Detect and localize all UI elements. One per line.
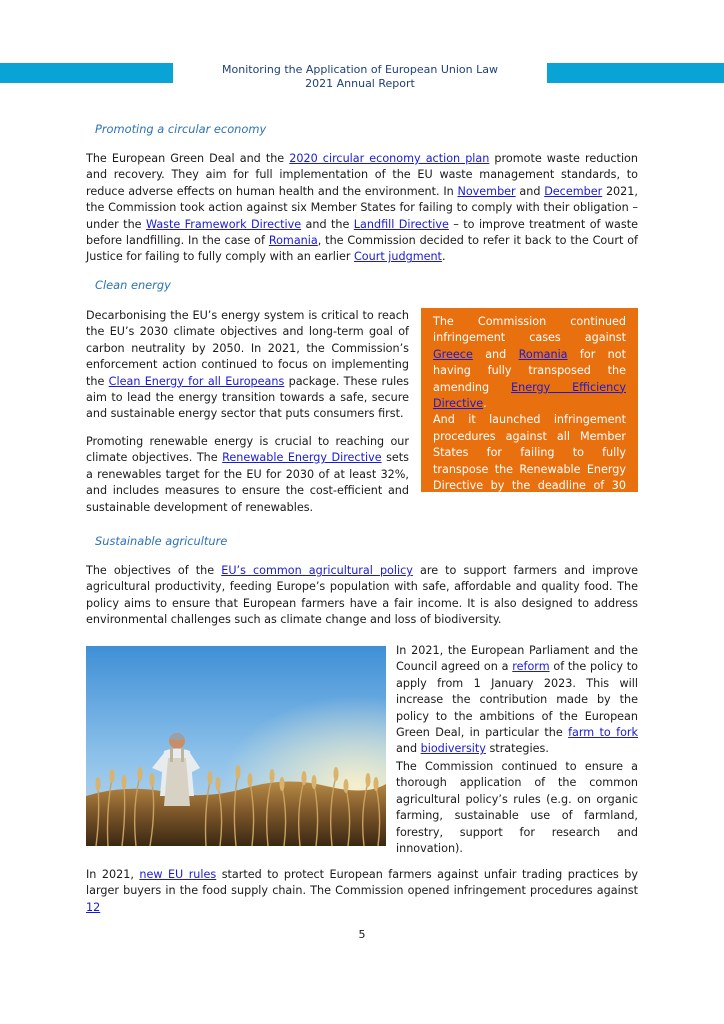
text-run: The objectives of the: [86, 564, 222, 577]
callout-box-energy: [421, 308, 638, 509]
paragraph-clean-energy-1: [86, 308, 409, 423]
heading-clean-energy: Clean energy: [95, 278, 171, 292]
text-run: The Commission continued infringement cases against: [433, 315, 626, 345]
paragraph-agriculture-3: [396, 759, 638, 857]
header-title: Monitoring the Application of European Union Law: [222, 63, 498, 76]
text-run: and: [396, 742, 421, 756]
text-run: In 2021,: [86, 868, 140, 881]
paragraph-circular-economy: [86, 151, 638, 266]
inline-link[interactable]: Waste Framework Directive: [145, 217, 302, 231]
text-run: of the policy to apply from 1 January 2023. This will increase the contribution made by the policy to the ambitions of the European Green Deal, in particular the: [396, 660, 638, 740]
page-header: [173, 63, 547, 90]
header-band-left: [0, 63, 173, 83]
text-run: In 2021, the European Parliament and the Council agreed on a: [396, 644, 638, 674]
inline-link[interactable]: Landfill Directive: [353, 217, 449, 231]
inline-link[interactable]: Clean Energy for all Europeans: [108, 374, 285, 388]
text-run: strategies.: [485, 742, 549, 756]
page-number: 5: [358, 928, 366, 941]
text-run: .: [483, 397, 487, 411]
inline-link[interactable]: Greece: [433, 347, 473, 361]
text-run: And it launched infringement procedures against all Member States for failing to fully transpose the Renewable Energy Directive by the deadline of 30 June 2021.: [433, 413, 626, 509]
inline-link[interactable]: reform: [512, 660, 550, 674]
heading-sustainable-agriculture: Sustainable agriculture: [95, 534, 228, 548]
paragraph-agriculture-1: [86, 563, 638, 629]
text-run: The Commission continued to ensure a thorough application of the common agricultural policy’s rules (e.g. on organic farming, sustainable use of farmland, forestry, support for research and innovation).: [396, 760, 638, 856]
header-band-right: [547, 63, 724, 83]
inline-link[interactable]: Romania: [268, 234, 318, 248]
text-run: and: [515, 184, 545, 198]
inline-link[interactable]: Court judgment: [354, 250, 442, 264]
inline-link[interactable]: Energy Efficiency Directive: [433, 380, 626, 411]
inline-link[interactable]: EU’s common agricultural policy: [221, 564, 413, 577]
inline-link[interactable]: Renewable Energy Directive: [222, 451, 382, 465]
text-run: Promoting renewable energy is crucial to reaching our climate objectives. The: [86, 435, 409, 465]
inline-link[interactable]: December: [544, 184, 603, 198]
inline-link[interactable]: 2020 circular economy action plan: [289, 152, 490, 165]
text-run: are to support farmers and improve agricultural productivity, feeding Europe’s population with safe, affordable and quality food. The policy aims to ensure that European farmers have a fair income. It is also designed to address environmental challenges such as climate change and loss of biodiversity.: [86, 564, 638, 627]
text-run: The European Green Deal and the: [86, 152, 290, 165]
paragraph-agriculture-2: [396, 643, 638, 758]
text-run: and the: [301, 217, 354, 231]
text-run: package. These rules aim to lead the energy transition towards a safe, secure and sustainable energy sector that puts consumers first.: [86, 374, 409, 421]
text-run: .: [441, 250, 446, 264]
paragraph-clean-energy-2: [86, 434, 409, 516]
inline-link[interactable]: biodiversity: [420, 742, 486, 756]
header-subtitle: 2021 Annual Report: [305, 76, 415, 90]
text-run: sets a renewables target for the EU for 2030 of at least 32%, and includes measures to ensure the cost-efficient and sustainable development of renewables.: [86, 451, 410, 514]
farmer-in-wheat-field-photo: [86, 646, 386, 846]
paragraph-agriculture-4: [86, 867, 638, 916]
inline-link[interactable]: new EU rules: [139, 868, 217, 881]
text-run: – to improve treatment of waste before landfilling. In the case of: [86, 217, 639, 248]
text-run: promote waste reduction and recovery. They aim for full implementation of the EU waste management standards, to reduce adverse effects on human health and the environment. In: [86, 152, 638, 198]
text-run: 2021, the Commission took action against six Member States for failing to comply with their obligation – under the: [86, 184, 638, 231]
text-run: for not having fully transposed the amending: [433, 347, 626, 394]
inline-link[interactable]: 12: [86, 900, 101, 914]
inline-link[interactable]: November: [457, 184, 516, 198]
text-run: started to protect European farmers against unfair trading practices by larger buyers in the food supply chain. The Commission opened infringement procedures against: [86, 868, 638, 898]
text-run: Decarbonising the EU’s energy system is critical to reach the EU’s 2030 climate objectives and long-term goal of carbon neutrality by 2050. In 2021, the Commission’s enforcement action continued to focus on implementing the: [86, 309, 409, 388]
text-run: , the Commission decided to refer it back to the Court of Justice for failing to fully comply with an earlier: [86, 234, 639, 264]
inline-link[interactable]: Romania: [518, 347, 568, 361]
heading-circular-economy: Promoting a circular economy: [95, 122, 267, 136]
text-run: and: [472, 347, 519, 361]
inline-link[interactable]: farm to fork: [568, 726, 638, 740]
